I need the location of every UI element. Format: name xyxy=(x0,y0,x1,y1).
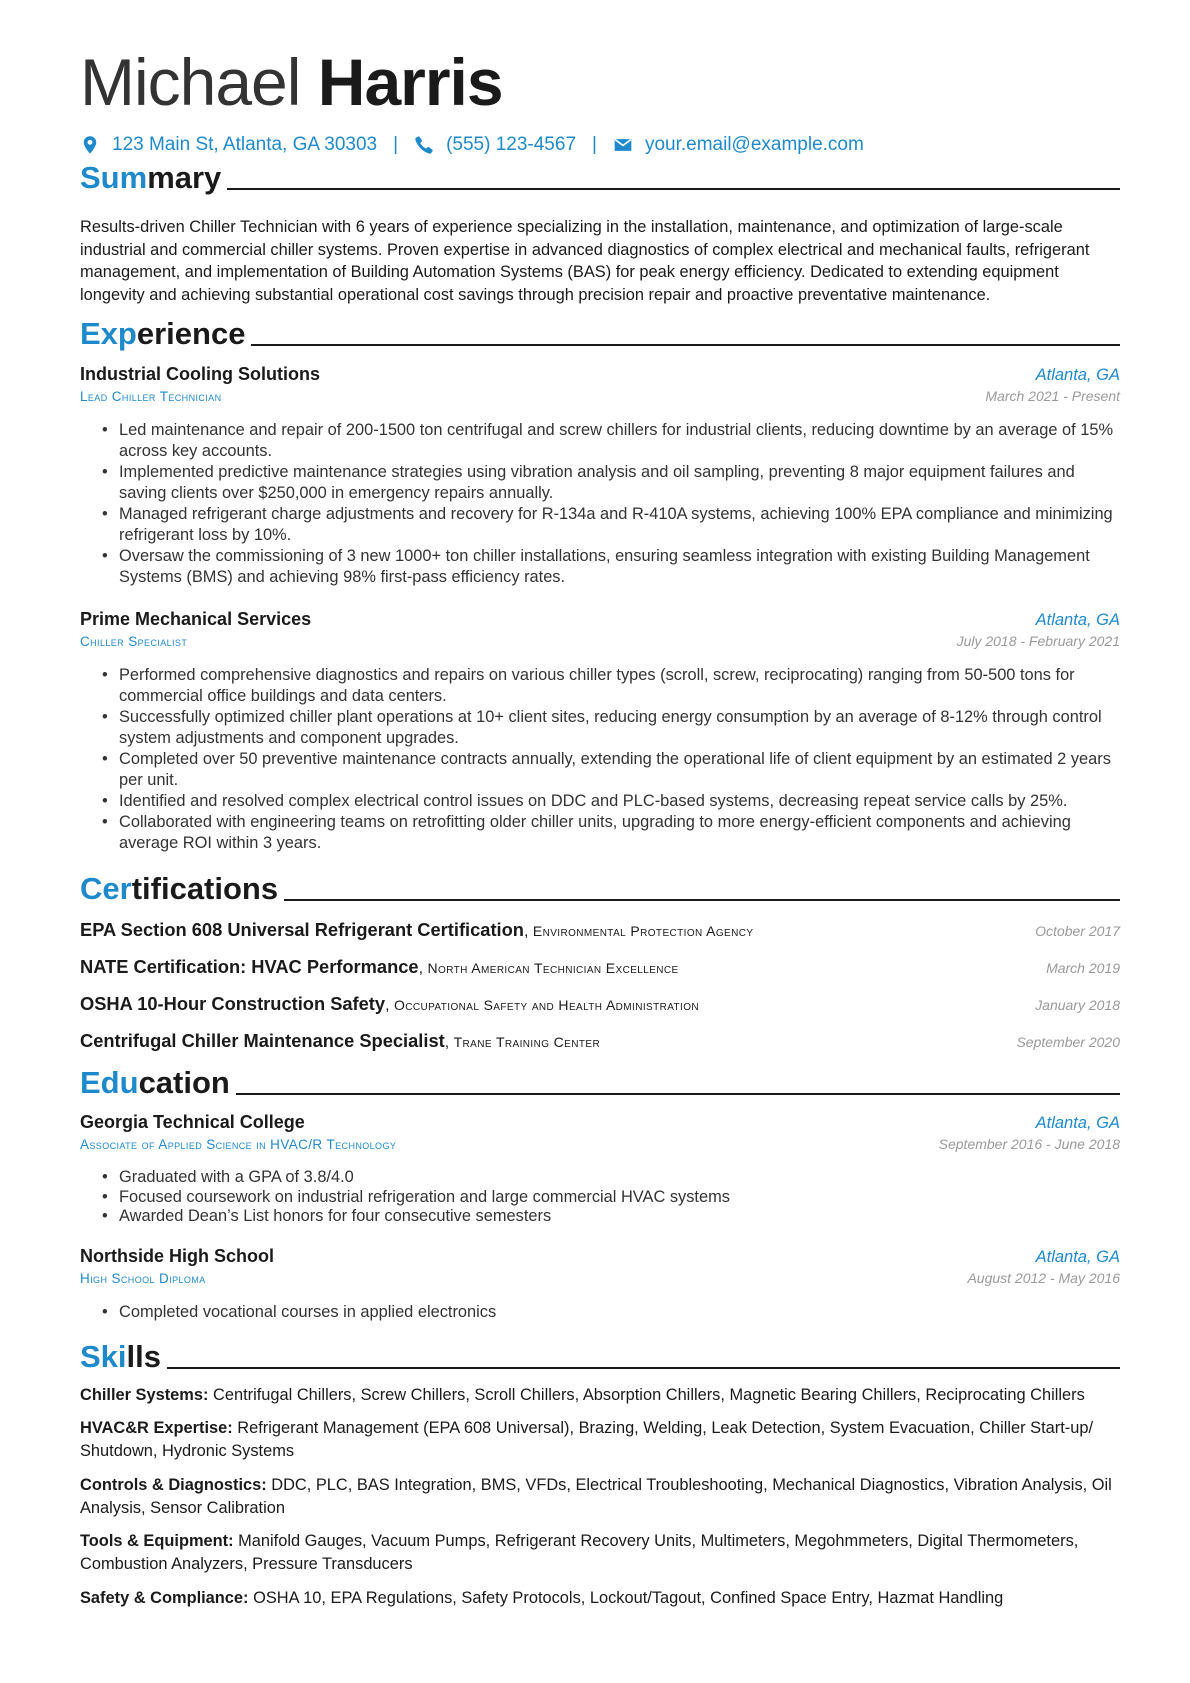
skill-value: Centrifugal Chillers, Screw Chillers, Scroll Chillers, Absorption Chillers, Magnetic Bearing Chillers, Reciprocating Chillers xyxy=(213,1386,1085,1404)
skill-line xyxy=(80,1587,1120,1610)
skill-value: DDC, PLC, BAS Integration, BMS, VFDs, Electrical Troubleshooting, Mechanical Diagnostics, Vibration Analysis, Oil Analysis, Sensor Calibration xyxy=(80,1476,1112,1517)
envelope-icon xyxy=(613,135,633,155)
certifications-heading xyxy=(80,871,1120,907)
map-pin-icon xyxy=(80,135,100,155)
skill-line xyxy=(80,1474,1120,1519)
job-location: Atlanta, GA xyxy=(1035,366,1120,384)
section-rule xyxy=(251,344,1120,346)
summary-title: Summary xyxy=(80,160,222,195)
skills-title: Skills xyxy=(80,1339,161,1374)
contact-line xyxy=(80,134,864,156)
education-dates: September 2016 - June 2018 xyxy=(938,1136,1120,1152)
education-heading xyxy=(80,1065,1120,1101)
certification-issuer: Trane Training Center xyxy=(453,1034,601,1050)
job-location: Atlanta, GA xyxy=(1035,611,1120,629)
certification-issuer: Occupational Safety and Health Administration xyxy=(393,997,700,1013)
bullet-item: • Completed over 50 preventive maintenance contracts annually, extending the operational life of client equipment by an estimated 2 years per unit. xyxy=(80,749,1120,791)
certification-date: September 2020 xyxy=(1016,1034,1120,1050)
education-dates: August 2012 - May 2016 xyxy=(967,1270,1120,1286)
bullet-item: • Focused coursework on industrial refrigeration and large commercial HVAC systems xyxy=(80,1188,1120,1208)
bullet-item: • Implemented predictive maintenance strategies using vibration analysis and oil sampling, preventing 8 major equipment failures and saving clients over $250,000 in emergency repairs annually. xyxy=(80,462,1120,504)
certification-item: EPA Section 608 Universal Refrigerant Certification, Environmental Protection Agency October 2017 xyxy=(80,919,1120,940)
bullet-item: • Identified and resolved complex electrical control issues on DDC and PLC-based systems, decreasing repeat service calls by 25%. xyxy=(80,791,1120,812)
certification-name: EPA Section 608 Universal Refrigerant Certification xyxy=(80,919,524,940)
summary-text: Results-driven Chiller Technician with 6 years of experience specializing in the installation, maintenance, and optimization of large-scale industrial and commercial chiller systems. Proven expertise in advanced diagnostics of complex electrical and mechanical faults, refrigerant management, and implementation of Building Automation Systems (BAS) for peak energy efficiency. Dedicated to extending equipment longevity and achieving substantial operational cost savings through precision repair and proactive preventative maintenance. xyxy=(80,218,1090,305)
school-location: Atlanta, GA xyxy=(1035,1248,1120,1266)
company-name: Prime Mechanical Services xyxy=(80,609,312,629)
certification-item: NATE Certification: HVAC Performance, North American Technician Excellence March 2019 xyxy=(80,956,1120,977)
degree-title: High School Diploma xyxy=(80,1271,206,1286)
last-name: Harris xyxy=(317,45,503,119)
skill-label: Chiller Systems: xyxy=(80,1386,209,1404)
experience-title: Experience xyxy=(80,316,246,351)
certification-item: OSHA 10-Hour Construction Safety, Occupational Safety and Health Administration January 2018 xyxy=(80,993,1120,1014)
skill-label: Safety & Compliance: xyxy=(80,1589,249,1607)
bullet-item: • Completed vocational courses in applied electronics xyxy=(80,1302,1120,1323)
contact-separator: | xyxy=(592,134,597,155)
contact-separator: | xyxy=(393,134,399,155)
section-rule xyxy=(284,899,1120,901)
phone-text: (555) 123-4567 xyxy=(446,134,577,155)
job-title: Chiller Specialist xyxy=(80,634,188,649)
certification-date: October 2017 xyxy=(1035,923,1120,939)
skill-value: Manifold Gauges, Vacuum Pumps, Refrigerant Recovery Units, Multimeters, Megohmmeters, Digital Thermometers, Combustion Analyzers, Pressure Transducers xyxy=(80,1532,1079,1573)
education-bullets xyxy=(80,1302,1120,1323)
skill-line xyxy=(80,1384,1120,1407)
skill-line xyxy=(80,1530,1120,1575)
skill-label: HVAC&R Expertise: xyxy=(80,1419,233,1437)
certification-item: Centrifugal Chiller Maintenance Specialist, Trane Training Center September 2020 xyxy=(80,1030,1120,1051)
phone-icon xyxy=(414,135,434,155)
section-rule xyxy=(227,188,1120,190)
section-rule xyxy=(167,1367,1120,1369)
job-entry xyxy=(80,609,1120,854)
certifications-title: Certifications xyxy=(80,871,279,906)
address-text: 123 Main St, Atlanta, GA 30303 xyxy=(112,134,378,155)
bullet-item: • Successfully optimized chiller plant operations at 10+ client sites, reducing energy consumption by an average of 8-12% through control system adjustments and component upgrades. xyxy=(80,707,1120,749)
skill-label: Controls & Diagnostics: xyxy=(80,1476,267,1494)
certification-issuer: North American Technician Excellence xyxy=(427,960,679,976)
bullet-item: • Oversaw the commissioning of 3 new 1000+ ton chiller installations, ensuring seamless integration with existing Building Management Systems (BMS) and achieving 98% first-pass efficiency rates. xyxy=(80,546,1120,588)
skills-heading xyxy=(80,1339,1120,1375)
degree-title: Associate of Applied Science in HVAC/R Technology xyxy=(80,1137,397,1152)
job-entry xyxy=(80,364,1120,588)
certification-issuer: Environmental Protection Agency xyxy=(532,923,754,939)
job-dates: March 2021 - Present xyxy=(985,388,1120,404)
company-name: Industrial Cooling Solutions xyxy=(80,364,320,384)
email-item xyxy=(613,134,864,156)
certification-name: NATE Certification: HVAC Performance xyxy=(80,956,419,977)
certification-date: March 2019 xyxy=(1046,960,1120,976)
education-entry xyxy=(80,1112,1120,1227)
section-rule xyxy=(236,1093,1120,1095)
certification-name: OSHA 10-Hour Construction Safety xyxy=(80,993,386,1014)
job-dates: July 2018 - February 2021 xyxy=(956,633,1120,649)
bullet-item: • Collaborated with engineering teams on retrofitting older chiller units, upgrading to more energy-efficient components and achieving average ROI within 3 years. xyxy=(80,812,1120,854)
certification-date: January 2018 xyxy=(1035,997,1120,1013)
skill-line xyxy=(80,1417,1120,1462)
education-entry xyxy=(80,1246,1120,1323)
bullet-item: • Awarded Dean’s List honors for four consecutive semesters xyxy=(80,1207,1120,1227)
bullet-item: • Performed comprehensive diagnostics and repairs on various chiller types (scroll, screw, reciprocating) ranging from 50-500 tons for commercial office buildings and data centers. xyxy=(80,665,1120,707)
certification-name: Centrifugal Chiller Maintenance Specialist xyxy=(80,1030,445,1051)
job-bullets xyxy=(80,420,1120,588)
address-item xyxy=(80,134,377,156)
skill-label: Tools & Equipment: xyxy=(80,1532,234,1550)
school-name: Northside High School xyxy=(80,1246,275,1266)
bullet-item: • Graduated with a GPA of 3.8/4.0 xyxy=(80,1168,1120,1188)
education-bullets xyxy=(80,1168,1120,1227)
skill-value: OSHA 10, EPA Regulations, Safety Protocols, Lockout/Tagout, Confined Space Entry, Hazmat Handling xyxy=(253,1589,1004,1607)
bullet-item: • Led maintenance and repair of 200-1500 ton centrifugal and screw chillers for industrial clients, reducing downtime by an average of 15% across key accounts. xyxy=(80,420,1120,462)
school-name: Georgia Technical College xyxy=(80,1112,305,1132)
phone-item xyxy=(414,134,576,156)
skill-value: Refrigerant Management (EPA 608 Universal), Brazing, Welding, Leak Detection, System Evacuation, Chiller Start-up/ Shutdown, Hydronic Systems xyxy=(80,1419,1094,1460)
summary-heading xyxy=(80,160,1120,196)
education-title: Education xyxy=(80,1065,230,1100)
email-link[interactable]: your.email@example.com xyxy=(644,134,864,155)
school-location: Atlanta, GA xyxy=(1035,1114,1120,1132)
candidate-name xyxy=(80,42,503,122)
job-bullets xyxy=(80,665,1120,854)
experience-heading xyxy=(80,316,1120,352)
job-title: Lead Chiller Technician xyxy=(80,389,222,404)
bullet-item: • Managed refrigerant charge adjustments and recovery for R-134a and R-410A systems, achieving 100% EPA compliance and minimizing refrigerant loss by 10%. xyxy=(80,504,1120,546)
first-name: Michael xyxy=(80,45,301,119)
